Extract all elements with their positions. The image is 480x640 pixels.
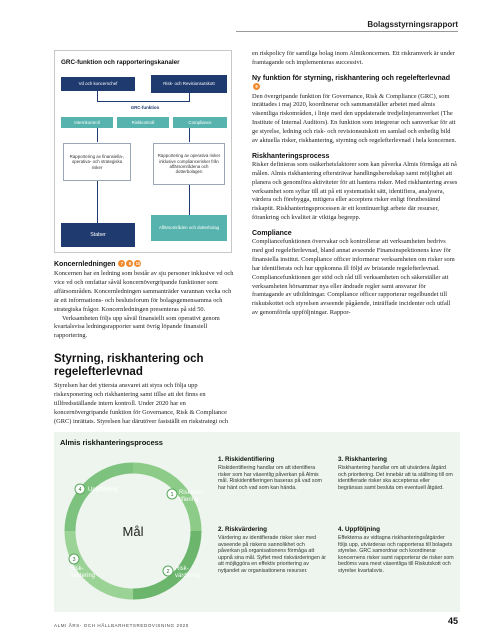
staff-box: Staber: [61, 223, 135, 247]
connector: [189, 128, 190, 142]
ceo-box: Vd och koncernchef: [61, 77, 135, 91]
cycle-center-label: Mål: [122, 524, 144, 539]
koncernledningen-paragraph-2: Verksamheten följs upp såväl finansiellt som operativt genom kvartalsvisa ledningsrapporter samt övrig löpande finansiell rapportering.: [54, 314, 220, 340]
connector: [189, 93, 190, 101]
business-areas-box: Affärsområden och dotterbolag: [151, 215, 227, 241]
cycle-arc: [70, 468, 133, 531]
riskprocess-heading: Riskhanteringsprocess: [252, 152, 330, 160]
grc-function-label: GRC-funktion: [130, 105, 160, 111]
grc-heading: [252, 75, 458, 93]
connector: [97, 128, 98, 142]
risk-committee-box: Risk- och Revisionsutskott: [151, 75, 227, 93]
riskprocess-paragraph: Risker definieras som osäkerhetsfaktorer som kan påverka Almis förmåga att nå målen. Almis riskhantering eftersträvar handlingsberedskap samt möjlighet att planera och genomföra aktiviteter för att hantera risker. Med riskhantering avses verksamhet som syftar till att på ett systematiskt sätt, identifiera, analysera, värdera och förebygga, mitigera eller acceptera risker enligt förutbestämd riskaptit. Riskhanteringsprocessen är ett kontinuerligt arbete där resurser, förankring och kvalitet är viktiga begrepp.: [252, 160, 458, 222]
node-number: 3: [72, 557, 76, 563]
risk-process-title: Almis riskhanteringsprocess: [60, 438, 163, 447]
header-divider: [236, 31, 458, 32]
org-chart-title: GRC-funktion och rapporteringskanaler: [61, 59, 180, 66]
step-riskhantering: [338, 456, 454, 491]
risk-cycle-diagram: [58, 456, 208, 606]
internal-control-box: Internkontroll: [61, 117, 113, 128]
riskpolicy-paragraph: en riskpolicy för samtliga bolag inom Almikoncernen. Ett riskramverk är under framtagande och implementeras successivt.: [252, 50, 455, 66]
cycle-arc: [70, 531, 133, 594]
step-body: Riskidentifiering handlar om att identifiera risker som har väsentlig påverkan på Almis mål. Riskidentifieringen baseras på vad som har hänt och vad som kan hända.: [218, 465, 322, 491]
grc-paragraph: Den övergripande funktion för Governance, Risk & Compliance (GRC), som inrättades i maj 2020, koordinerar och sammanställer arbetet med almis väsentliga riskområden, i linje med den uppdaterade tredjelinjeramverket (The Institute of Internal Auditors). En funktion som integrerar och samverkar för att ge styrelse, ledning och risk- och revisionsutskott en samlad och enhetlig bild av aktuella risker, riskhantering, styrning och regelefterlevnad i hela koncernen.: [252, 92, 457, 144]
step-riskidentifiering: [218, 456, 328, 491]
koncernledningen-paragraph-1: Koncernen har en ledning som består av sju personer inklusive vd och vice vd och omfattar såväl koncernövergripande funktioner som affärsområden. Koncernledningen sammanträder varannan vecka och är ett informations- och beslutsforum för bolagsgemensamma och strategiska frågor. Koncernledningen presenteras på sid 50.: [54, 270, 234, 313]
step-title: 2. Riskvärdering: [218, 526, 267, 533]
step-title: 4. Uppföljning: [338, 526, 380, 533]
footer-text: ALMI ÅRS- OCH HÅLLBARHETSREDOVISNING 2020: [54, 623, 189, 628]
risk-control-box: Riskkontroll: [117, 117, 169, 128]
step-uppfoljning: [338, 526, 454, 575]
compliance-paragraph: Compliancefunktionen övervakar och kontrollerar att verksamheten bedrivs med god regelefterlevnad, bland annat avseende Finansinspektionens krav för finansiella institut. Compliance officer informerar verksamheten om risker som har identifierats och hur uppkomna ill följd av bristande regelefterlevnad. Compliancefunktionen ger stöd och råd till verksamheten och säkerställer att verksamheten hörsammar nya eller ändrade regler samt ansvarar för framtagande av utbildningar. Compliance officer rapporterar regelbundet till riskutskottet och styrelsen avseende pågående, inträffade incidenter och utfall av genomförda uppföljningar. Rappor-: [252, 238, 455, 317]
compliance-box: Compliance: [173, 117, 227, 128]
ref-badge: 9: [253, 83, 260, 90]
step-title: 3. Riskhantering: [338, 456, 387, 463]
connector: [97, 101, 190, 102]
koncernledningen-heading-text: Koncernledningen: [54, 261, 116, 268]
step-body: Värdering av identifierade risker sker med avseende på riskens sannolikhet och påverkan på organisationens förmåga att uppnå sina mål. Syftet med riskvärderingen är att möjliggöra en effektiv prioritering av nytjandet av organisationens resurser.: [218, 535, 327, 574]
node-label-line1: Riskiden-: [179, 490, 205, 496]
ref-badge: 7: [118, 260, 125, 267]
compliance-heading: Compliance: [252, 229, 292, 237]
node-label-line2: värdering: [175, 573, 201, 579]
page-header-title: Bolagsstyrningsrapport: [367, 20, 458, 29]
node-number: 1: [170, 492, 174, 498]
node-number: 2: [166, 569, 170, 575]
node-label-line2: hantering: [70, 573, 96, 579]
connector: [97, 91, 98, 101]
step-riskvardering: [218, 526, 328, 575]
node-label-line1: Risk-: [70, 566, 84, 572]
node-number: 4: [78, 487, 82, 493]
node-label-line2: tifiering: [179, 497, 199, 503]
grc-org-chart: [54, 50, 232, 253]
connector: [189, 185, 190, 215]
cycle-node-riskhantering: [69, 554, 95, 579]
cycle-arc: [133, 531, 196, 594]
step-body: Effekterna av vidtagna riskhanteringsåtgärder följs upp, utvärderas och rapporteras till bolagets styrelse. GRC samordnar och koordinerar koncernens risker samt rapporterar de risker som bedöms vara mest väsentliga till Riskutskott och styrelse kvartalsvis.: [338, 535, 454, 574]
report-committee-box: Rapportering av operativa risker inklusive compliancerisker från affärsområdena och dotterbolagen: [153, 143, 225, 185]
page-number: 45: [447, 616, 458, 626]
step-title: 1. Riskidentifiering: [218, 456, 275, 463]
node-label-line1: Risk-: [175, 566, 189, 572]
ref-badge: 8: [126, 260, 133, 267]
risk-process-panel: [54, 432, 460, 612]
section-heading-styrning: Styrning, riskhantering och regelefterlevnad: [54, 353, 204, 378]
report-ceo-box: Rapportering av finansiella-, operativa- och strategiska risker: [63, 143, 131, 181]
koncernledningen-heading: [54, 260, 234, 269]
styrning-paragraph: Styrelsen har det yttersta ansvaret att styra och följa upp riskexponering och riskhantering samt tillse att det finns en tillfredsställande intern kontroll. Under 2020 har en koncernövergripande funktion för Governance, Risk & Compliance (GRC) inrättats. Styrelsen har därutöver fastställt en riskstrategi och: [54, 382, 229, 425]
step-body: Riskhantering handlar om att utvärdera åtgärd och prioritering. Det innebär att ta ställning till om identifierade risker ska accepteras eller begränsas samt besluta om eventuell åtgärd.: [338, 465, 453, 491]
grc-heading-text: Ny funktion för styrning, riskhantering och regelefterlevnad: [252, 74, 450, 82]
ref-badge: 10: [135, 261, 141, 266]
connector: [97, 181, 98, 223]
node-label: Uppföljning: [88, 487, 119, 493]
